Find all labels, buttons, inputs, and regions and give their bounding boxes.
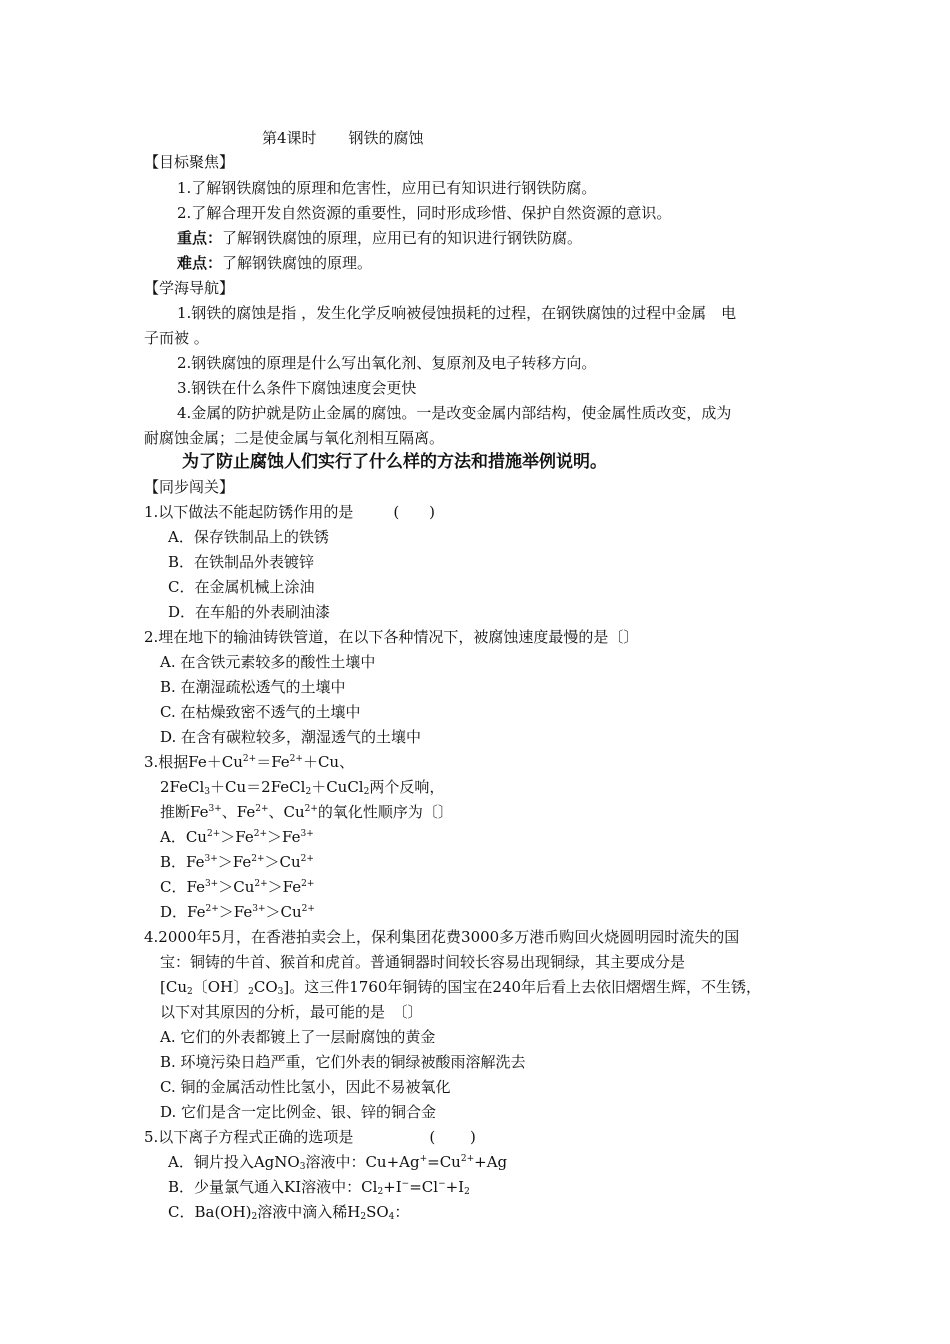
p3-text: ＞Fe [267,828,301,846]
lesson-title [262,128,424,148]
problem-4-option-d: D. 它们是含一定比例金、银、锌的铜合金 [160,1103,437,1121]
p3-charge: 2+ [289,754,303,764]
section-heading-guide: 【学海导航】 [144,279,235,297]
p4-text: CO [253,978,278,996]
section-heading-goals: 【目标聚焦】 [144,153,235,171]
p3-charge: 3+ [252,904,266,914]
p3-charge: 2+ [301,879,315,889]
p3-text: ＋Cu、 [302,753,355,771]
p3-text: ＞Cu [218,878,255,896]
p5-text: =Cu [427,1153,461,1171]
p3-text: 2FeCl [160,778,205,796]
p3-charge: 3+ [208,804,222,814]
p3-text: 、Cu [268,803,305,821]
guide-q1-line1: 1.钢铁的腐蚀是指 ，发生化学反响被侵蚀损耗的过程，在钢铁腐蚀的过程中金属 电 [177,304,737,322]
key-point-label: 重点： [177,229,223,247]
problem-5-stem [144,1127,476,1147]
p3-text: ＞Fe [267,878,302,896]
guide-q4-line2: 耐腐蚀金属；二是使金属与氧化剂相互隔离。 [144,429,445,447]
p3-text: C．Fe [160,878,205,896]
p3-text: ＋Cu＝2FeCl [210,778,306,796]
p5-subscript: 3 [299,1162,306,1172]
p3-charge: 2+ [301,904,315,914]
p5-subscript: 2 [360,1212,367,1222]
problem-3-line1 [144,752,354,772]
problem-1-text: 1.以下做法不能起防锈作用的是 [144,503,354,521]
p3-charge: 3+ [300,829,314,839]
p3-charge: 2+ [251,854,265,864]
p3-subscript: 3 [204,787,211,797]
problem-2-option-a: A. 在含铁元素较多的酸性土壤中 [160,653,376,671]
p3-text: 两个反响， [369,778,445,796]
p3-text: 推断Fe [160,803,209,821]
p5-charge: 2+ [460,1154,475,1164]
p5-subscript: 2 [464,1187,470,1197]
problem-2-stem: 2.埋在地下的输油铸铁管道，在以下各种情况下，被腐蚀速度最慢的是〔〕 [144,628,639,646]
key-point [177,228,582,248]
problem-1-option-b: B．在铁制品外表镀锌 [168,553,315,571]
section-heading-practice: 【同步闯关】 [144,478,235,496]
p4-text: ]。这三件1760年铜铸的国宝在240年后看上去依旧熠熠生辉，不生锈， [283,978,762,996]
p3-charge: 2+ [205,904,219,914]
p5-text: +Ag [474,1153,508,1171]
key-point-text: 了解钢铁腐蚀的原理，应用已有的知识进行钢铁防腐。 [222,229,583,247]
guide-emphasis: 为了防止腐蚀人们实行了什么样的方法和措施举例说明。 [182,452,607,472]
problem-5-option-c [168,1202,409,1222]
p4-subscript: 3 [277,987,284,997]
p5-subscript: 4 [388,1212,395,1222]
problem-5-text: 5.以下离子方程式正确的选项是 [144,1128,354,1146]
p3-text: ＞Fe [217,853,252,871]
lesson-number: 第4课时 [262,129,317,147]
p5-charge: − [438,1179,446,1189]
problem-1-stem [144,502,435,522]
difficult-point-label: 难点： [177,254,223,272]
p3-subscript: 2 [305,787,312,797]
problem-4-line2: 宝：铜铸的牛首、猴首和虎首。普通铜器时间较长容易出现铜绿，其主要成分是 [160,953,686,971]
p4-subscript: 2 [187,987,193,997]
p3-charge: 2+ [254,879,268,889]
problem-1-answer-paren: ( ) [393,503,436,521]
p3-text: 3.根据Fe＋Cu [144,753,243,771]
problem-5-answer-paren: ( ) [429,1128,476,1146]
problem-2-option-b: B. 在潮湿疏松透气的土壤中 [160,678,346,696]
p3-charge: 2+ [253,829,268,839]
p3-text: D．Fe [160,903,206,921]
problem-1-option-c: C．在金属机械上涂油 [168,578,315,596]
problem-4-line1: 4.2000年5月，在香港拍卖会上，保利集团花费3000多万港币购回火烧圆明园时流失的国 [144,928,740,946]
problem-3-option-a [160,827,314,847]
problem-3-line2 [160,777,444,797]
p5-text: 溶液中滴入稀H [257,1203,361,1221]
p5-text: =Cl [409,1178,439,1196]
p3-text: 的氧化性顺序为〔〕 [317,803,453,821]
p5-subscript: 2 [377,1187,384,1197]
p5-charge: − [401,1179,410,1189]
p3-charge: 2+ [304,804,318,814]
p5-text: A．铜片投入AgNO [168,1153,300,1171]
problem-4-option-a: A. 它们的外表都镀上了一层耐腐蚀的黄金 [160,1028,436,1046]
goal-item-2: 2.了解合理开发自然资源的重要性，同时形成珍惜、保护自然资源的意识。 [177,204,672,222]
p5-subscript: 2 [251,1212,258,1222]
p3-text: ＞Fe [220,828,254,846]
problem-4-line3 [160,977,761,997]
problem-1-option-d: D．在车船的外表刷油漆 [168,603,331,621]
goal-item-1: 1.了解钢铁腐蚀的原理和危害性，应用已有知识进行钢铁防腐。 [177,179,597,197]
problem-4-line4: 以下对其原因的分析，最可能的是 〔〕 [160,1003,423,1021]
p5-text: B．少量氯气通入KI溶液中：Cl [168,1178,378,1196]
p5-charge: + [419,1154,428,1164]
p5-text: +I [445,1178,465,1196]
p3-charge: 2+ [242,754,257,764]
p5-text: 溶液中：Cu+Ag [305,1153,420,1171]
p3-charge: 2+ [300,854,314,864]
problem-2-option-c: C. 在枯燥致密不透气的土壤中 [160,703,361,721]
p3-charge: 2+ [206,829,221,839]
p3-text: ＞Cu [265,903,302,921]
p4-text: 〔OH〕 [192,978,249,996]
p5-text: ： [394,1203,410,1221]
p4-subscript: 2 [248,987,254,997]
guide-q4-line1: 4.金属的防护就是防止金属的腐蚀。一是改变金属内部结构，使金属性质改变，成为 [177,404,732,422]
p5-text: +I [383,1178,402,1196]
problem-3-option-b [160,852,314,872]
guide-q3: 3.钢铁在什么条件下腐蚀速度会更快 [177,379,417,397]
p3-text: A．Cu [160,828,207,846]
guide-q2: 2.钢铁腐蚀的原理是什么写出氧化剂、复原剂及电子转移方向。 [177,354,597,372]
problem-2-option-d: D. 在含有碳粒较多，潮湿透气的土壤中 [160,728,422,746]
problem-3-line3 [160,802,453,822]
guide-q1-line2: 子而被 。 [144,329,209,347]
problem-4-option-c: C. 铜的金属活动性比氢小，因此不易被氧化 [160,1078,451,1096]
p3-subscript: 2 [363,787,370,797]
difficult-point-text: 了解钢铁腐蚀的原理。 [222,254,373,272]
problem-5-option-b [168,1177,470,1197]
p5-text: SO [366,1203,389,1221]
p3-charge: 2+ [255,804,269,814]
difficult-point [177,253,372,273]
p3-text: 、Fe [221,803,256,821]
problem-3-option-c [160,877,314,897]
p5-text: C．Ba(OH) [168,1203,252,1221]
p3-text: ＞Cu [264,853,301,871]
problem-3-option-d [160,902,315,922]
p3-charge: 3+ [204,879,219,889]
problem-4-option-b: B. 环境污染日趋严重，它们外表的铜绿被酸雨溶解洗去 [160,1053,526,1071]
p3-text: ＋CuCl [311,778,364,796]
problem-5-option-a [168,1152,507,1172]
p3-text: ＞Fe [218,903,253,921]
lesson-topic: 钢铁的腐蚀 [348,129,424,147]
p3-text: ＝Fe [256,753,290,771]
p3-charge: 3+ [204,854,218,864]
p3-text: B．Fe [160,853,205,871]
p4-text: [Cu [160,978,187,996]
problem-1-option-a: A．保存铁制品上的铁锈 [168,528,329,546]
